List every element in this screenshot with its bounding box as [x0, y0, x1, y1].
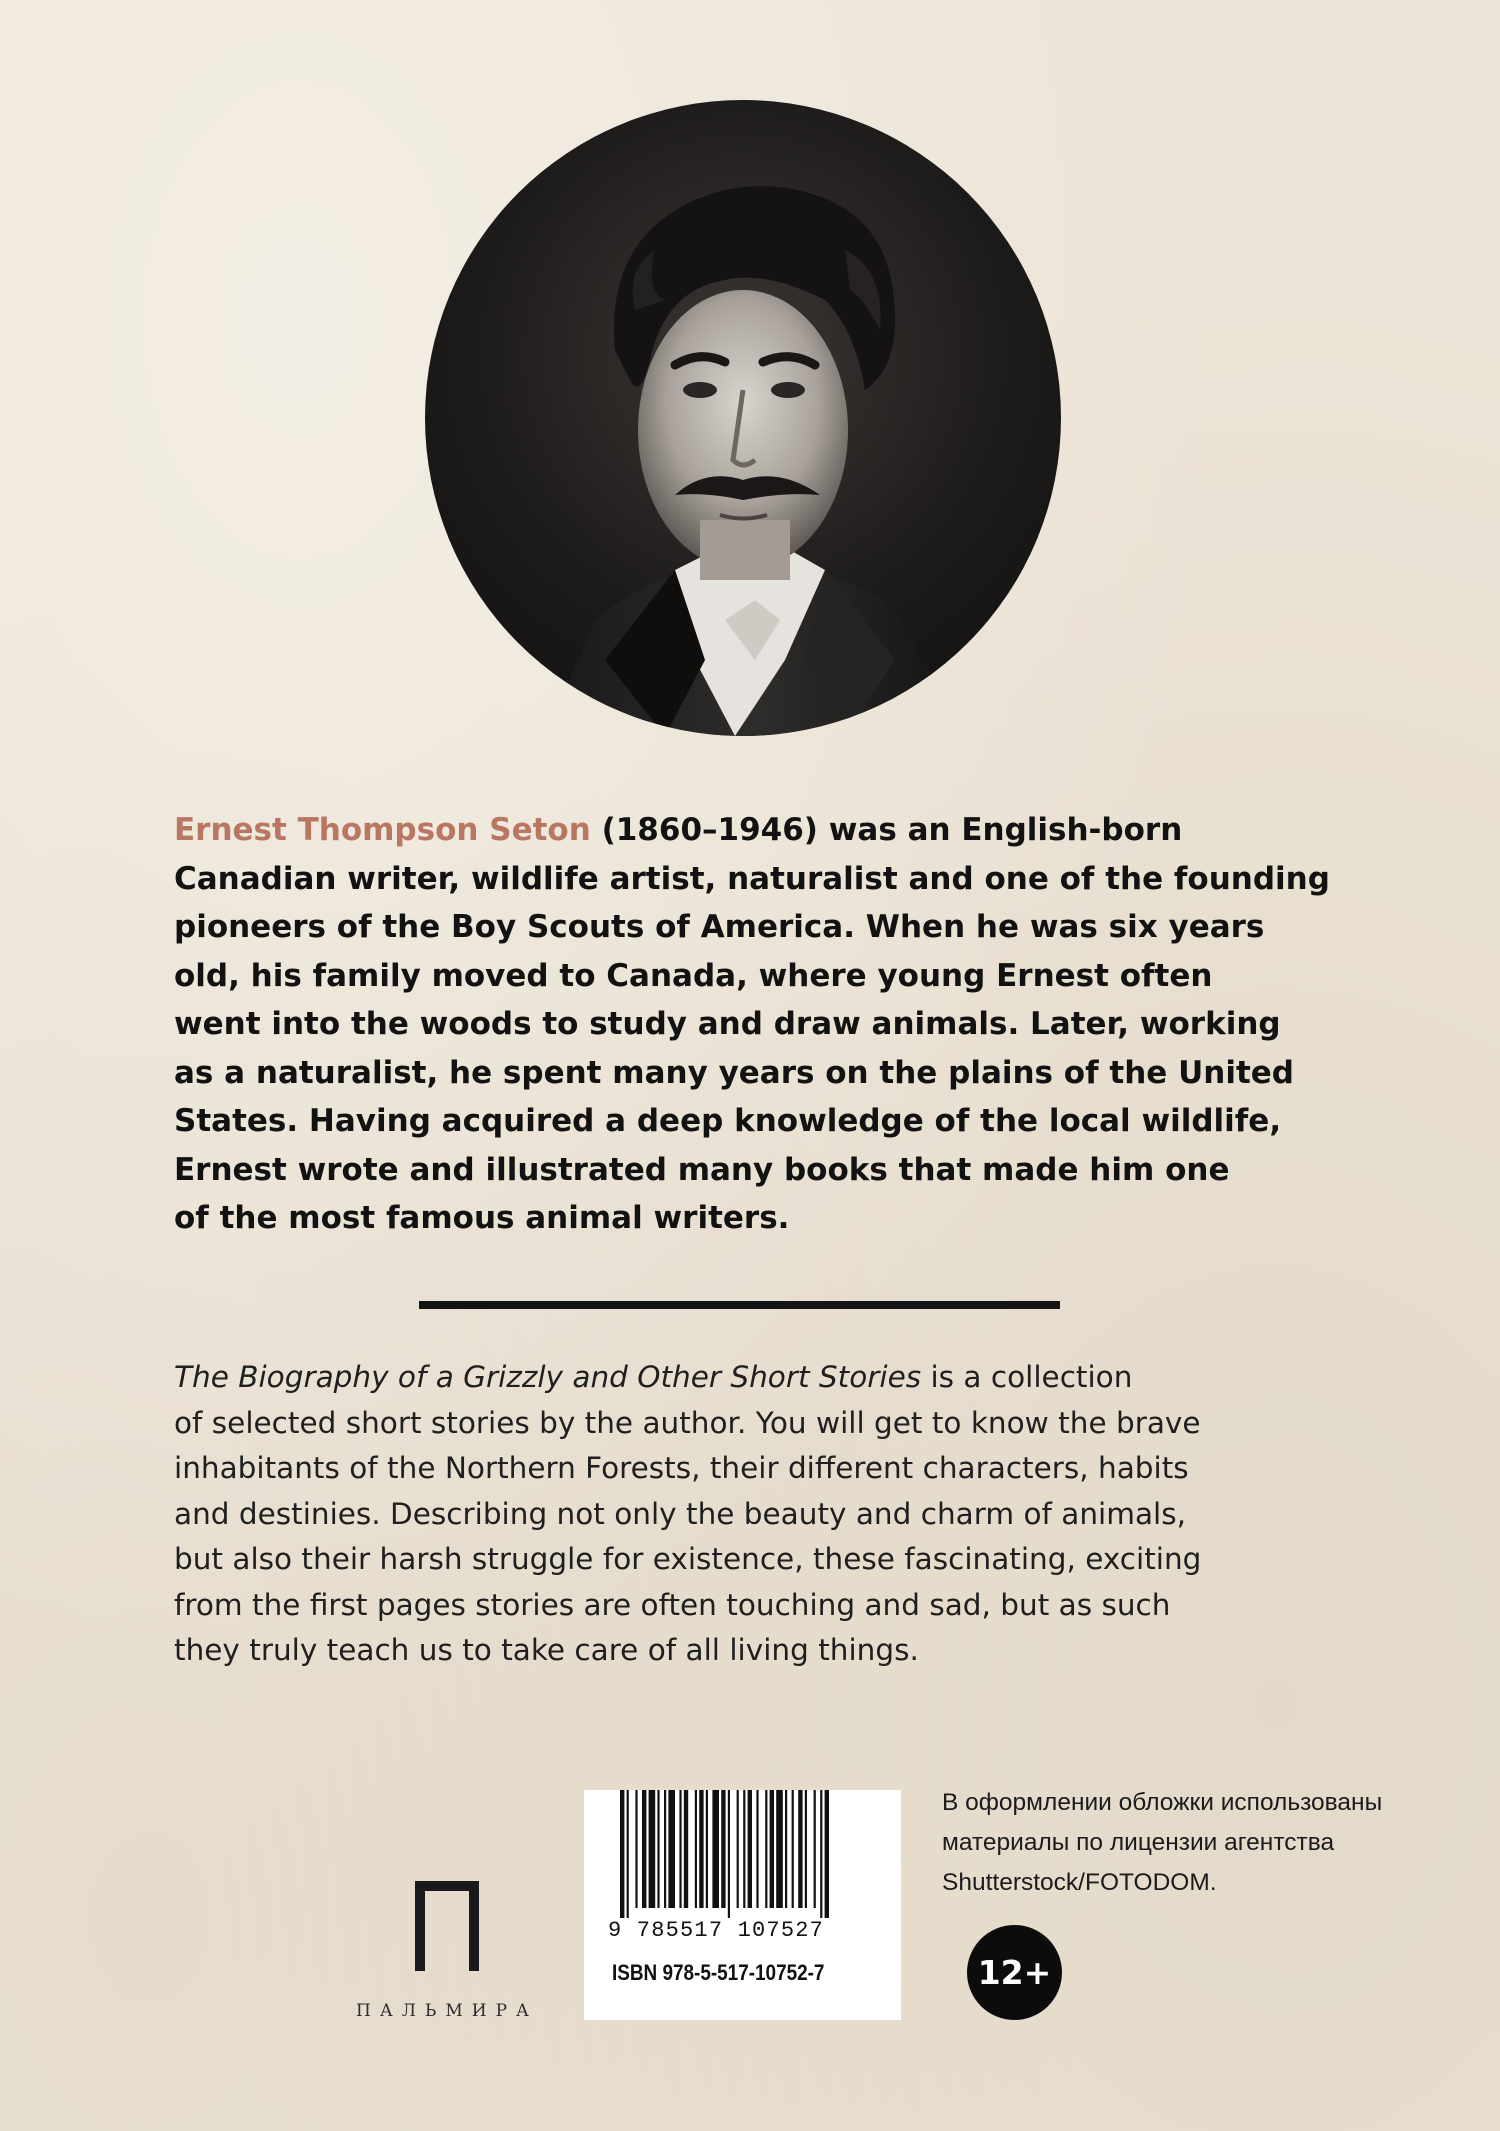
publisher-logo: [322, 1875, 572, 2035]
bio-line: Ernest wrote and illustrated many books that made him one: [174, 1151, 1230, 1188]
barcode-bars: [620, 1790, 880, 1920]
barcode-digits: 9 785517 107527: [608, 1918, 825, 1943]
book-description: [174, 1355, 1374, 1674]
barcode: [584, 1790, 901, 2020]
description-line: they truly teach us to take care of all living things.: [174, 1633, 919, 1667]
credits-line: материалы по лицензии агентства: [942, 1829, 1335, 1856]
cover-credits: [942, 1783, 1462, 1903]
bio-line: States. Having acquired a deep knowledge of the local wildlife,: [174, 1103, 1282, 1139]
bio-line: of the most famous animal writers.: [174, 1200, 790, 1236]
bio-line: pioneers of the Boy Scouts of America. When he was six years: [174, 909, 1265, 945]
credits-line: В оформлении обложки использованы: [942, 1789, 1383, 1816]
bio-line: old, his family moved to Canada, where young Ernest often: [174, 957, 1213, 994]
age-rating-badge: 12+: [967, 1925, 1062, 2020]
bio-line: Canadian writer, wildlife artist, naturalist and one of the founding: [174, 860, 1330, 897]
author-bio: [174, 806, 1374, 1243]
description-line: of selected short stories by the author. You will get to know the brave: [174, 1405, 1201, 1440]
book-title: The Biography of a Grizzly and Other Short Stories: [174, 1360, 922, 1394]
publisher-name: ПАЛЬМИРА: [356, 2001, 538, 2021]
isbn-number: ISBN 978-5-517-10752-7: [612, 1960, 825, 1985]
bio-line: Ernest Thompson Seton (1860–1946) was an English-born: [174, 812, 1183, 848]
pi-letter-logo-icon: [407, 1875, 487, 1975]
description-line: but also their harsh struggle for existence, these fascinating, exciting: [174, 1542, 1202, 1576]
description-line: from the first pages stories are often touching and sad, but as such: [174, 1587, 1171, 1622]
description-line: The Biography of a Grizzly and Other Short Stories is a collection: [174, 1360, 1133, 1394]
author-name: Ernest Thompson Seton: [174, 812, 591, 848]
bio-line: as a naturalist, he spent many years on the plains of the United: [174, 1054, 1294, 1091]
credits-line: Shutterstock/FOTODOM.: [942, 1869, 1217, 1896]
section-divider: [419, 1301, 1060, 1309]
author-portrait: [425, 100, 1061, 736]
bio-line: went into the woods to study and draw animals. Later, working: [174, 1006, 1281, 1042]
description-line: and destinies. Describing not only the beauty and charm of animals,: [174, 1496, 1186, 1531]
description-line: inhabitants of the Northern Forests, their different characters, habits: [174, 1451, 1189, 1485]
